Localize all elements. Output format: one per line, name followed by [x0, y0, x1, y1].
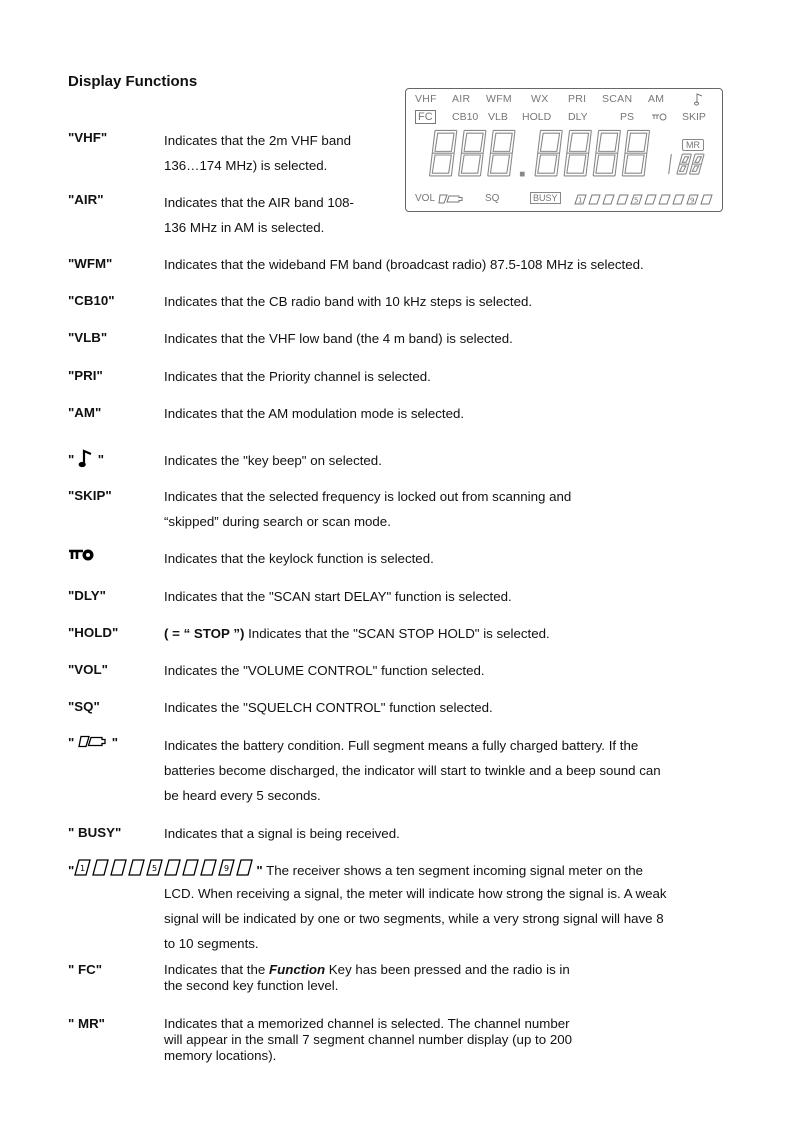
- desc-line: Indicates that a signal is being received.: [164, 826, 400, 841]
- desc-line: signal will be indicated by one or two segments, while a very strong signal will have 8: [164, 911, 664, 926]
- entry-term: "SKIP": [68, 488, 112, 503]
- lcd-frequency-digits: [406, 125, 723, 185]
- segment: [490, 130, 493, 153]
- lcd-meter-number-1: 1: [578, 196, 583, 205]
- entry-description: [164, 326, 513, 351]
- segment: [689, 154, 692, 164]
- entry-term: "CB10": [68, 293, 115, 308]
- lcd-digit-2: [488, 130, 515, 175]
- segment: [538, 130, 541, 153]
- entry-description: [164, 364, 431, 389]
- lcd-digit-5: [593, 130, 620, 175]
- lcd-ps-label: PS: [620, 111, 635, 123]
- entry-term: "VOL": [68, 662, 108, 677]
- lcd-vol-label: VOL: [415, 193, 436, 204]
- entry-description: [164, 448, 382, 473]
- desc-line: Indicates the battery condition. Full segment means a fully charged battery. If the: [164, 738, 639, 753]
- lcd-sq-label: SQ: [485, 193, 500, 204]
- hold-stop-prefix: ( = “ STOP ”): [164, 626, 245, 641]
- term-quote-close: ": [97, 452, 105, 468]
- entry-term: "PRI": [68, 368, 103, 383]
- desc-line: will appear in the small 7 segment channel number display (up to 200: [164, 1032, 573, 1047]
- segment: [451, 153, 454, 176]
- function-key-emphasis: Function: [268, 962, 326, 977]
- lcd-cb10-label: CB10: [452, 111, 479, 123]
- lcd-hold-label: HOLD: [522, 111, 552, 123]
- desc-line: Indicates that the wideband FM band (broadcast radio) 87.5-108 MHz is selected.: [164, 257, 644, 272]
- entry-term-battery: [68, 735, 118, 751]
- entry-term: "AIR": [68, 192, 104, 207]
- lcd-digit-1: [459, 130, 486, 175]
- entry-description: [164, 733, 661, 808]
- entry-description: [164, 658, 485, 683]
- lcd-channel-digit-1: [690, 154, 705, 174]
- lcd-am-label: AM: [648, 93, 665, 105]
- entry-description: [164, 621, 550, 646]
- lcd-air-label: AIR: [452, 93, 471, 105]
- meter-number-1: 1: [80, 863, 86, 873]
- segment: [432, 130, 435, 153]
- desc-inline-text: The receiver shows a ten segment incoming signal meter on the: [262, 863, 644, 878]
- entry-description: [164, 252, 644, 277]
- lcd-scan-label: SCAN: [602, 93, 633, 105]
- entry-term: "HOLD": [68, 625, 119, 640]
- lcd-signal-meter-icon: [574, 194, 716, 208]
- desc-line: 136…174 MHz) is selected.: [164, 158, 328, 173]
- lcd-pri-label: PRI: [568, 93, 587, 105]
- lcd-channel-digit-0: [677, 154, 692, 174]
- desc-line: Indicates that the "SCAN start DELAY" function is selected.: [164, 589, 512, 604]
- term-quote-open: ": [68, 863, 75, 878]
- segment: [615, 153, 618, 176]
- lcd-digit-4: [564, 130, 591, 175]
- segment: [461, 130, 464, 153]
- entry-description: [164, 1016, 572, 1064]
- entry-term: "WFM": [68, 256, 113, 271]
- entry-description: [164, 821, 400, 846]
- entry-term-beep: [68, 449, 104, 472]
- page-title: Display Functions: [68, 73, 198, 90]
- lcd-indicator-row-top: [406, 93, 722, 107]
- entry-term: "AM": [68, 405, 102, 420]
- lcd-channel-digit-one: [669, 154, 672, 174]
- lcd-wfm-label: WFM: [486, 93, 512, 105]
- entry-description: [164, 695, 493, 720]
- meter-number-9: 9: [224, 863, 230, 873]
- term-quote-close: ": [111, 735, 119, 750]
- entry-term: " FC": [68, 962, 103, 977]
- lcd-digit-3: [535, 130, 562, 175]
- lcd-digit-6: [622, 130, 649, 175]
- lcd-indicator-row-second: [406, 111, 722, 125]
- desc-line: be heard every 5 seconds.: [164, 788, 321, 803]
- entry-term: "SQ": [68, 699, 100, 714]
- entry-term: "DLY": [68, 588, 106, 603]
- desc-line: Indicates that the 2m VHF band: [164, 133, 352, 148]
- desc-text: Indicates that the: [164, 962, 269, 977]
- entry-term: "VLB": [68, 330, 108, 345]
- desc-line: memory locations).: [164, 1048, 277, 1063]
- lcd-dly-label: DLY: [568, 111, 588, 123]
- entry-description: [164, 190, 354, 240]
- desc-text: Indicates that the "SCAN STOP HOLD" is selected.: [244, 626, 550, 641]
- entry-description: [164, 881, 667, 956]
- desc-line: 136 MHz in AM is selected.: [164, 220, 325, 235]
- desc-line: Indicates that the AIR band 108-: [164, 195, 354, 210]
- lcd-keylock-icon: [651, 112, 667, 125]
- desc-line: Indicates that the CB radio band with 10 kHz steps is selected.: [164, 294, 533, 309]
- lcd-vlb-label: VLB: [488, 111, 508, 123]
- keylock-icon: [68, 546, 96, 567]
- meter-number-5: 5: [152, 863, 158, 873]
- desc-line: Indicates that the keylock function is selected.: [164, 551, 434, 566]
- battery-icon: [78, 735, 108, 751]
- desc-line: LCD. When receiving a signal, the meter will indicate how strong the signal is. A weak: [164, 886, 667, 901]
- desc-line: Indicates that a memorized channel is selected. The channel number: [164, 1016, 570, 1031]
- desc-line: Indicates the "VOLUME CONTROL" function selected.: [164, 663, 485, 678]
- segment: [567, 130, 570, 153]
- segment: [701, 154, 704, 164]
- lcd-indicator-row-bottom: [406, 193, 722, 207]
- term-quote-open: ": [68, 452, 75, 468]
- segment: [586, 153, 589, 176]
- segment: [557, 153, 560, 176]
- desc-line: Indicates that the selected frequency is locked out from scanning and: [164, 489, 572, 504]
- lcd-display-illustration: [405, 88, 723, 212]
- desc-line: Indicates that the AM modulation mode is selected.: [164, 406, 465, 421]
- entry-description: [164, 962, 570, 994]
- term-quote-close: ": [256, 863, 263, 878]
- lcd-vhf-label: VHF: [415, 93, 437, 105]
- lcd-busy-label: BUSY: [530, 192, 561, 204]
- lcd-skip-label: SKIP: [682, 111, 706, 123]
- entry-term: "VHF": [68, 130, 108, 145]
- desc-line: to 10 segments.: [164, 936, 259, 951]
- segment: [677, 164, 680, 174]
- desc-text: Key has been pressed and the radio is in: [325, 962, 570, 977]
- entry-description: [164, 484, 571, 534]
- segment: [596, 130, 599, 153]
- lcd-meter-number-9: 9: [690, 196, 695, 205]
- entry-description: [164, 401, 464, 426]
- entry-description: [164, 128, 351, 178]
- lcd-fc-label: FC: [415, 110, 436, 124]
- desc-line: Indicates the "key beep" on selected.: [164, 453, 382, 468]
- music-note-icon: [78, 449, 94, 472]
- segment: [690, 164, 693, 174]
- desc-line: [164, 621, 550, 646]
- entry-description: [164, 546, 434, 571]
- segment: [644, 153, 647, 176]
- lcd-battery-icon: [438, 194, 464, 207]
- lcd-beep-icon: [694, 92, 704, 109]
- desc-line: [164, 962, 570, 978]
- segment: [510, 153, 513, 176]
- lcd-decimal-point: [520, 172, 524, 176]
- lcd-meter-number-5: 5: [634, 196, 639, 205]
- desc-line: the second key function level.: [164, 978, 339, 993]
- lcd-wx-label: WX: [531, 93, 549, 105]
- entry-term: " BUSY": [68, 825, 122, 840]
- term-quote-open: ": [68, 735, 75, 750]
- desc-line: Indicates the "SQUELCH CONTROL" function selected.: [164, 700, 493, 715]
- lcd-mr-label: MR: [682, 139, 704, 151]
- desc-line: Indicates that the VHF low band (the 4 m band) is selected.: [164, 331, 513, 346]
- segment: [480, 153, 483, 176]
- segment: [625, 130, 628, 153]
- entry-term: " MR": [68, 1016, 105, 1031]
- desc-line: “skipped” during search or scan mode.: [164, 514, 391, 529]
- lcd-digit-0: [430, 130, 457, 175]
- desc-line: Indicates that the Priority channel is selected.: [164, 369, 431, 384]
- desc-line: batteries become discharged, the indicator will start to twinkle and a beep sound can: [164, 763, 661, 778]
- entry-description: [164, 289, 532, 314]
- entry-description: [164, 584, 512, 609]
